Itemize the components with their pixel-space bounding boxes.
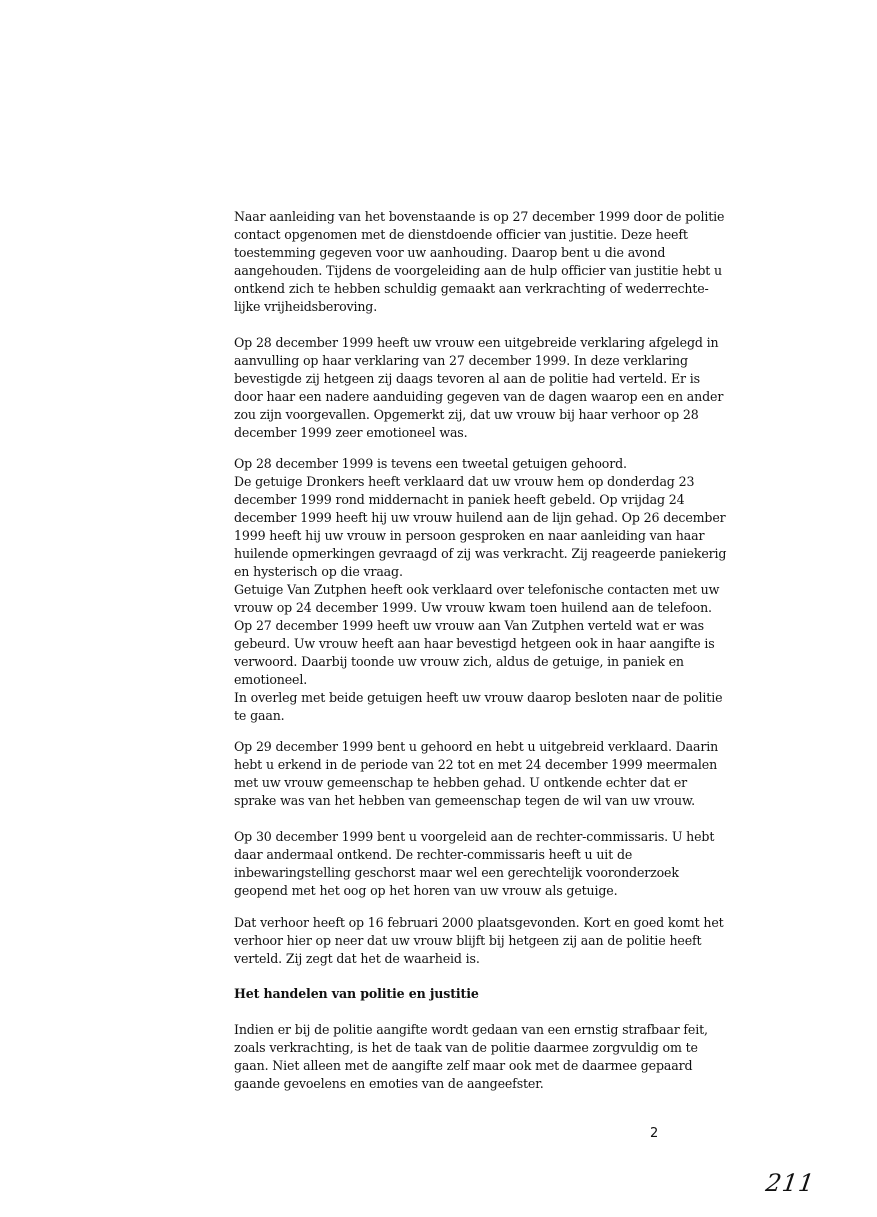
handwritten-page-annotation: 211 xyxy=(764,1169,817,1197)
section-heading: Het handelen van politie en justitie xyxy=(234,986,479,1001)
paragraph-statement-wife: Op 28 december 1999 heeft uw vrouw een uitgebreide verklaring afgelegd in aanvulling op haar verklaring van 27 december 1999. In deze verklaring bevestigde zij hetgeen zij daags tevoren al aan de politie had verteld. Er is door haar een nadere aanduiding gegeven van de dagen waarop een en ander zou zijn voorgevallen. Opgemerkt zij, dat uw vrouw bij haar verhoor op 28 december 1999 zeer emotioneel was. xyxy=(234,335,724,440)
page-number: 2 xyxy=(650,1126,659,1141)
paragraph-rechter-commissaris: Op 30 december 1999 bent u voorgeleid aan de rechter-commissaris. U hebt daar andermaal ontkend. De rechter-commissaris heeft u uit de inbewaringstelling geschorst maar wel een gerechtelijk vooronderzoek geopend met het oog op het horen van uw vrouw als getuige. xyxy=(234,829,715,898)
paragraph-witnesses: Op 28 december 1999 is tevens een tweetal getuigen gehoord. De getuige Dronkers heeft verklaard dat uw vrouw hem op donderdag 23 december 1999 rond middernacht in paniek heeft gebeld. Op vrijdag 24 december 1999 heeft hij uw vrouw huilend aan de lijn gehad. Op 26 december 1999 heeft hij uw vrouw in persoon gesproken en naar aanleiding van haar huilende opmerkingen gevraagd of zij was verkracht. Zij reageerde paniekerig en hysterisch op die vraag. Getuige Van Zutphen heeft ook verklaard over telefonische contacten met uw vrouw op 24 december 1999. Uw vrouw kwam toen huilend aan de telefoon. Op 27 december 1999 heeft uw vrouw aan Van Zutphen verteld wat er was gebeurd. Uw vrouw heeft aan haar bevestigd hetgeen ook in haar aangifte is verwoord. Daarbij toonde uw vrouw zich, aldus de getuige, in paniek en emotioneel. In overleg met beide getuigen heeft uw vrouw daarop besloten naar de politie te gaan. xyxy=(234,456,727,723)
paragraph-interrogation: Op 29 december 1999 bent u gehoord en hebt u uitgebreid verklaard. Daarin hebt u erkend in de periode van 22 tot en met 24 december 1999 meermalen met uw vrouw gemeenschap te hebben gehad. U ontkende echter dat er sprake was van het hebben van gemeenschap tegen de wil van uw vrouw. xyxy=(234,739,719,808)
paragraph-hearing: Dat verhoor heeft op 16 februari 2000 plaatsgevonden. Kort en goed komt het verhoor hier op neer dat uw vrouw blijft bij hetgeen zij aan de politie heeft verteld. Zij zegt dat het de waarheid is. xyxy=(234,915,724,966)
paragraph-arrest: Naar aanleiding van het bovenstaande is op 27 december 1999 door de politie contact opgenomen met de dienstdoende officier van justitie. Deze heeft toestemming gegeven voor uw aanhouding. Daarop bent u die avond aangehouden. Tijdens de voorgeleiding aan de hulp officier van justitie hebt u ontkend zich te hebben schuldig gemaakt aan verkrachting of wederrechte- lijke vrijheidsberoving. xyxy=(234,209,725,314)
paragraph-police-duty: Indien er bij de politie aangifte wordt gedaan van een ernstig strafbaar feit, zoals verkrachting, is het de taak van de politie daarmee zorgvuldig om te gaan. Niet alleen met de aangifte zelf maar ook met de daarmee gepaard gaande gevoelens en emoties van de aangeefster. xyxy=(234,1022,708,1091)
